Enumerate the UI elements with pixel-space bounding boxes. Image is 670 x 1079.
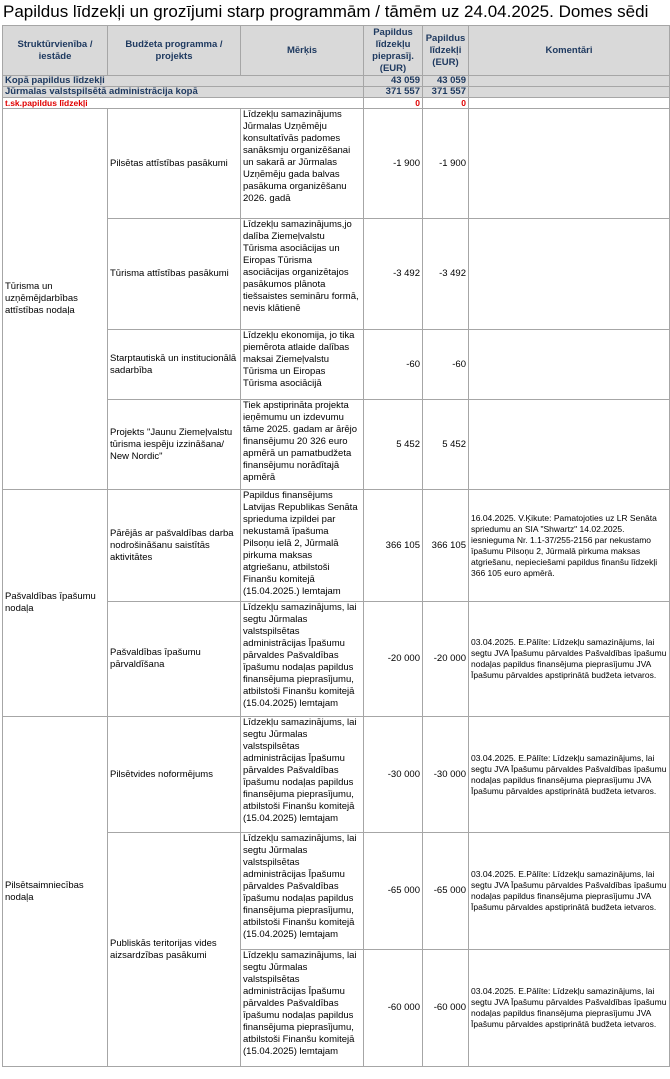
- funds-cell: 366 105: [423, 490, 469, 602]
- funds-cell: -1 900: [423, 109, 469, 219]
- comment-cell: 03.04.2025. E.Pālīte: Līdzekļu samazinājums, lai segtu JVA Īpašumu pārvaldes Pašvaldības īpašumu nodaļas papildus finansējuma pieprasījumu JVA Īpašumu pārvaldes apstiprinātā budžeta ietvaros.: [469, 717, 670, 833]
- admin-total-label: Jūrmalas valstspilsētā administrācija kopā: [3, 87, 364, 98]
- funds-cell: -3 492: [423, 219, 469, 330]
- requested-cell: -20 000: [364, 602, 423, 717]
- program-cell: Pašvaldības īpašumu pārvaldīšana: [108, 602, 241, 717]
- program-cell: Tūrisma attīstības pasākumi: [108, 219, 241, 330]
- comment-cell: [469, 109, 670, 219]
- table-row: [3, 717, 670, 833]
- funds-cell: 5 452: [423, 400, 469, 490]
- unit-property: Pašvaldības īpašumu nodaļa: [3, 490, 108, 717]
- funds-cell: -20 000: [423, 602, 469, 717]
- comment-cell: 16.04.2025. V.Ķikute: Pamatojoties uz LR Senāta spriedumu an SIA "Shwartz" 14.02.2025. iesnieguma Nr. 1.1-37/255-2156 par nekustamo īpašumu Pilsoņu 2, Jūrmalā pirkuma maksas atgriešanu, nepieciešami papildus finanšu līdzekļi 366 105 euro apmērā.: [469, 490, 670, 602]
- header-row: [3, 26, 670, 76]
- unit-municipal: Pilsētsaimniecības nodaļa: [3, 717, 108, 1067]
- requested-cell: 5 452: [364, 400, 423, 490]
- comment-cell: 03.04.2025. E.Pālīte: Līdzekļu samazinājums, lai segtu JVA Īpašumu pārvaldes Pašvaldības īpašumu nodaļas papildus finansējuma pieprasījumu JVA Īpašumu pārvaldes apstiprinātā budžeta ietvaros.: [469, 602, 670, 717]
- goal-cell: Līdzekļu samazinājums, lai segtu Jūrmalas valstspilsētas administrācijas Īpašumu pārvaldes Pašvaldības īpašumu nodaļas papildus finansējuma pieprasījumu, atbilstoši Finanšu komitejā (15.04.2025) lemtajam: [241, 602, 364, 717]
- header-program: Budžeta programma / projekts: [108, 26, 241, 76]
- header-requested: Papildus līdzekļu pieprasīj. (EUR): [364, 26, 423, 76]
- program-cell: Starptautiskā un institucionālā sadarbība: [108, 330, 241, 400]
- requested-cell: -30 000: [364, 717, 423, 833]
- table-row: [3, 109, 670, 219]
- program-cell: Publiskās teritorijas vides aizsardzības pasākumi: [108, 833, 241, 1067]
- header-funds: Papildus līdzekļi (EUR): [423, 26, 469, 76]
- goal-cell: Līdzekļu samazinājums, lai segtu Jūrmalas valstspilsētas administrācijas Īpašumu pārvaldes Pašvaldības īpašumu nodaļas papildus finansējuma pieprasījumu, atbilstoši Finanšu komitejā (15.04.2025) lemtajam: [241, 833, 364, 950]
- funds-cell: -30 000: [423, 717, 469, 833]
- program-cell: Pārējās ar pašvaldības darba nodrošināšanu saistītās aktivitātes: [108, 490, 241, 602]
- header-goal: Mērķis: [241, 26, 364, 76]
- page-title: Papildus līdzekļi un grozījumi starp programmām / tāmēm uz 24.04.2025. Domes sēdi: [3, 2, 649, 21]
- total-row: [3, 76, 670, 87]
- header-comments: Komentāri: [469, 26, 670, 76]
- program-cell: Projekts "Jaunu Ziemeļvalstu tūrisma iespēju izzināšana/ New Nordic": [108, 400, 241, 490]
- funds-cell: -60: [423, 330, 469, 400]
- budget-table: [2, 25, 670, 1067]
- table-row: [3, 490, 670, 602]
- header-unit: Struktūrvienība / iestāde: [3, 26, 108, 76]
- total-requested: 43 059: [364, 76, 423, 87]
- comment-cell: 03.04.2025. E.Pālīte: Līdzekļu samazinājums, lai segtu JVA Īpašumu pārvaldes Pašvaldības īpašumu nodaļas papildus finansējuma pieprasījumu JVA Īpašumu pārvaldes apstiprinātā budžeta ietvaros.: [469, 833, 670, 950]
- comment-cell: [469, 219, 670, 330]
- incl-label: t.sk.papildus līdzekļi: [3, 98, 364, 109]
- goal-cell: Līdzekļu samazinājums,jo dalība Ziemeļvalstu Tūrisma asociācijas un Eiropas Tūrisma asociācijas organizētajos pasākumos plānota tiešsaistes semināru formā, nevis klātienē: [241, 219, 364, 330]
- funds-cell: -65 000: [423, 833, 469, 950]
- requested-cell: -3 492: [364, 219, 423, 330]
- program-cell: Pilsētas attīstības pasākumi: [108, 109, 241, 219]
- incl-requested: 0: [364, 98, 423, 109]
- admin-total-requested: 371 557: [364, 87, 423, 98]
- unit-tourism: Tūrisma un uzņēmējdarbības attīstības nodaļa: [3, 109, 108, 490]
- goal-cell: Papildus finansējums Latvijas Republikas Senāta sprieduma izpildei par nekustamā īpašuma Pilsoņu ielā 2, Jūrmalā pirkuma maksas atgriešanu, atbilstoši Finanšu komitejā (15.04.2025.) lemtajam: [241, 490, 364, 602]
- comment-cell: [469, 330, 670, 400]
- goal-cell: Līdzekļu ekonomija, jo tika piemērota atlaide dalības maksai Ziemeļvalstu Tūrisma un Eiropas Tūrisma asociācijā: [241, 330, 364, 400]
- requested-cell: -60 000: [364, 950, 423, 1067]
- requested-cell: -60: [364, 330, 423, 400]
- goal-cell: Līdzekļu samazinājums Jūrmalas Uzņēmēju konsultatīvās padomes sanāksmju organizēšanai un sakarā ar Jūrmalas Uzņēmēju gada balvas pasākuma organizēšanu 2026. gadā: [241, 109, 364, 219]
- program-cell: Pilsētvides noformējums: [108, 717, 241, 833]
- goal-cell: Līdzekļu samazinājums, lai segtu Jūrmalas valstspilsētas administrācijas Īpašumu pārvaldes Pašvaldības īpašumu nodaļas papildus finansējuma pieprasījumu, atbilstoši Finanšu komitejā (15.04.2025) lemtajam: [241, 950, 364, 1067]
- incl-funds: 0: [423, 98, 469, 109]
- requested-cell: -65 000: [364, 833, 423, 950]
- funds-cell: -60 000: [423, 950, 469, 1067]
- comment-cell: [469, 400, 670, 490]
- admin-total-funds: 371 557: [423, 87, 469, 98]
- incl-row: [3, 98, 670, 109]
- goal-cell: Līdzekļu samazinājums, lai segtu Jūrmalas valstspilsētas administrācijas Īpašumu pārvaldes Pašvaldības īpašumu nodaļas papildus finansējuma pieprasījumu, atbilstoši Finanšu komitejā (15.04.2025) lemtajam: [241, 717, 364, 833]
- requested-cell: -1 900: [364, 109, 423, 219]
- comment-cell: 03.04.2025. E.Pālīte: Līdzekļu samazinājums, lai segtu JVA Īpašumu pārvaldes Pašvaldības īpašumu nodaļas papildus finansējuma pieprasījumu JVA Īpašumu pārvaldes apstiprinātā budžeta ietvaros.: [469, 950, 670, 1067]
- total-funds: 43 059: [423, 76, 469, 87]
- admin-total-row: [3, 87, 670, 98]
- total-label: Kopā papildus līdzekļi: [3, 76, 364, 87]
- goal-cell: Tiek apstiprināta projekta ieņēmumu un izdevumu tāme 2025. gadam ar ārējo finansējumu 20 326 euro apmērā un pamatbudžeta finansējumu norādītajā apmērā: [241, 400, 364, 490]
- requested-cell: 366 105: [364, 490, 423, 602]
